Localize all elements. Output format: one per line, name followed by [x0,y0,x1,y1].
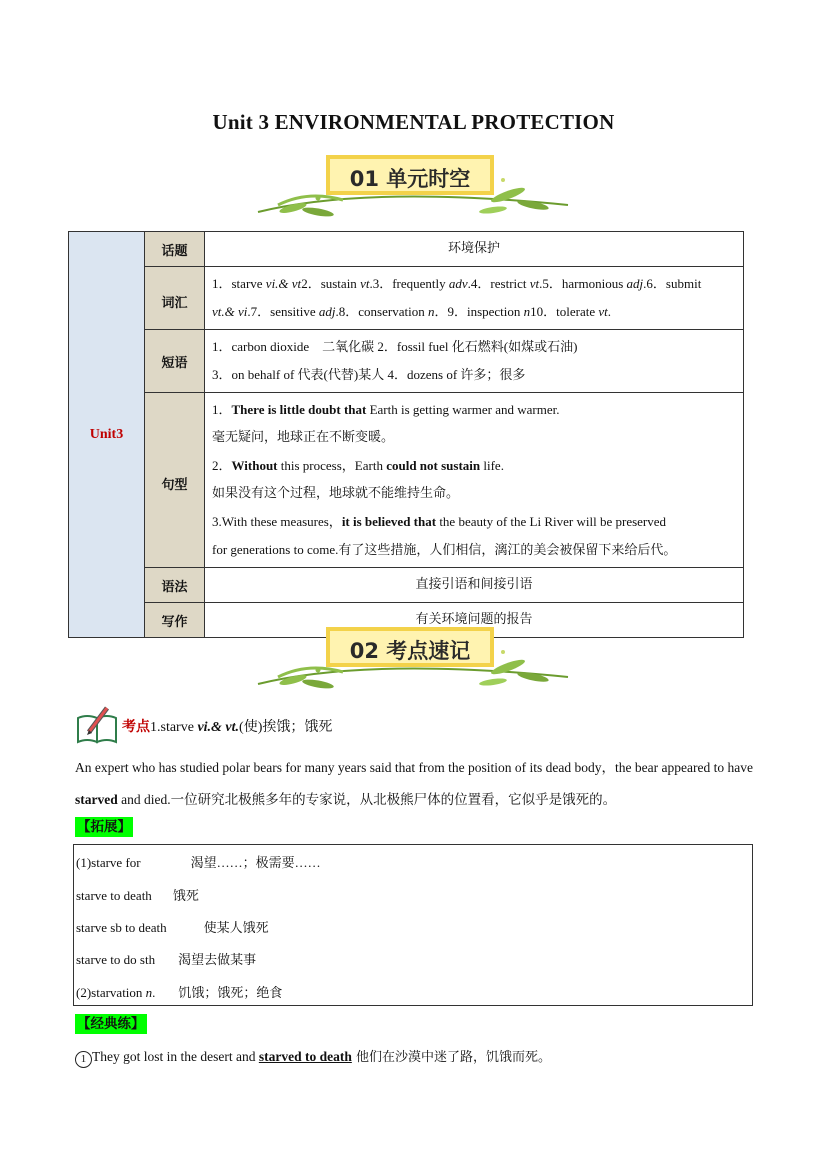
text-run: vt.& vi [212,304,248,319]
text-run: (使)挨饿；饿死 [239,720,333,735]
text-run: 使某人饿死 [203,920,269,935]
phrases-line-2: 3．on behalf of 代表(代替)某人 4．dozens of 许多；很多 [212,367,526,382]
text-run: adv [448,276,468,291]
page-title: Unit 3 ENVIRONMENTAL PROTECTION [212,110,615,134]
practice-before: They got lost in the desert and [92,1049,259,1064]
point-heading [75,704,775,746]
vocab-line-1 [212,270,736,298]
practice-answer: starved to death [258,1049,352,1064]
text-run: .6．submit [643,276,702,291]
sentence-1-cn: 毫无疑问，地球正在不断变暖。 [212,430,395,445]
point-heading-text [122,716,332,736]
expand-line [76,852,321,871]
banner-01-number: 01 [349,167,379,191]
text-run: 2．sustain [301,276,361,291]
text-run: .7．sensitive [247,304,319,319]
sentence-1 [212,396,736,424]
text-run: it is believed that [341,514,437,529]
text-run: starve to do sth [76,952,156,967]
point-label: 考点 [122,719,150,735]
text-run: vt [598,304,608,319]
banner-02-text [326,635,494,665]
text-run: vi.& vt [265,276,302,291]
text-run: (1)starve for [76,855,141,870]
text-run: There is little doubt that [231,402,367,417]
text-run: starved [75,792,118,807]
sentence-3 [212,508,736,536]
text-run: vt [360,276,370,291]
text-run: 1．starve [212,276,266,291]
text-run: 1.starve [150,720,198,735]
example-paragraph [75,752,753,816]
text-run: An expert who has studied polar bears for many years said that from the position of its dead body，the bear appeared to have [75,760,753,775]
text-run: could not sustain [386,458,481,473]
expand-line [76,949,256,968]
unit-cell: Unit3 [69,232,145,638]
practice-after: 他们在沙漠中迷了路，饥饿而死。 [351,1050,551,1065]
text-run: .5．harmonious [539,276,627,291]
item-number: 1 [75,1051,92,1068]
sentences-value [205,393,744,568]
text-run: Without [231,458,278,473]
label-phrases: 短语 [145,330,205,393]
sentence-2 [212,452,736,480]
text-run: starve sb to death [76,920,167,935]
text-run: n [427,304,435,319]
vocab-value [205,267,744,330]
text-run: Earth is getting warmer and warmer. [366,402,560,417]
text-run: starve to death [76,888,152,903]
expand-tag: 【拓展】 [77,819,131,835]
text-run: and died.一位研究北极熊多年的专家说，从北极熊尸体的位置看，它似乎是饿死的。 [117,792,617,807]
label-sentences: 句型 [145,393,205,568]
text-run: .8．conservation [335,304,428,319]
expand-line [76,982,282,1001]
expand-line [76,917,269,936]
banner-02-number: 02 [349,639,379,663]
text-run: 渴望……；极需要…… [190,855,321,870]
expand-line [76,885,199,904]
text-run: (2)starvation [76,985,146,1000]
text-run: adj [626,276,644,291]
point-title [150,720,332,735]
text-run: .3．frequently [369,276,449,291]
banner-01-text [326,163,494,193]
writing-value: 有关环境问题的报告 [205,603,744,638]
text-run: 10．tolerate [530,304,599,319]
phrases-value [205,330,744,393]
banner-02-label: 考点速记 [386,639,471,663]
text-run: vi.& vt. [197,720,240,735]
text-run: this process，Earth [277,458,387,473]
text-run: n [523,304,531,319]
label-vocab: 词汇 [145,267,205,330]
practice-tag: 【经典练】 [77,1016,145,1032]
label-topic: 话题 [145,232,205,267]
sentence-2-cn: 如果没有这个过程，地球就不能维持生命。 [212,486,460,501]
expand-box [73,844,753,1006]
text-run: 3.With these measures， [212,514,342,529]
text-run: .4．restrict [467,276,530,291]
label-writing: 写作 [145,603,205,638]
practice-item [75,1046,551,1068]
text-run: . [152,985,156,1000]
text-run: n [145,985,153,1000]
banner-01-label: 单元时空 [386,167,471,191]
section-banner-01 [248,150,578,225]
vocab-line-2 [212,298,736,326]
topic-value: 环境保护 [205,232,744,267]
text-run: 2． [212,458,232,473]
phrases-line-1: 1．carbon dioxide 二氧化碳 2．fossil fuel 化石燃料(如煤或石油) [212,339,578,354]
text-run: vt [529,276,540,291]
text-run: life. [480,458,504,473]
sentence-3-tail: for generations to come.有了这些措施，人们相信，漓江的美会被保留下来给后代。 [212,542,677,557]
text-run: 渴望去做某事 [178,952,257,967]
text-run: 饿死 [172,888,199,903]
text-run: adj [318,304,336,319]
text-run: 1． [212,402,232,417]
text-run: . [607,304,612,319]
text-run: the beauty of the Li River will be preserved [436,514,667,529]
section-banner-02 [248,622,578,697]
grammar-value: 直接引语和间接引语 [205,568,744,603]
book-pen-icon [75,704,121,746]
text-run: 饥饿；饿死；绝食 [178,985,283,1000]
label-grammar: 语法 [145,568,205,603]
unit-summary-table [68,231,744,638]
text-run: ．9．inspection [434,304,524,319]
